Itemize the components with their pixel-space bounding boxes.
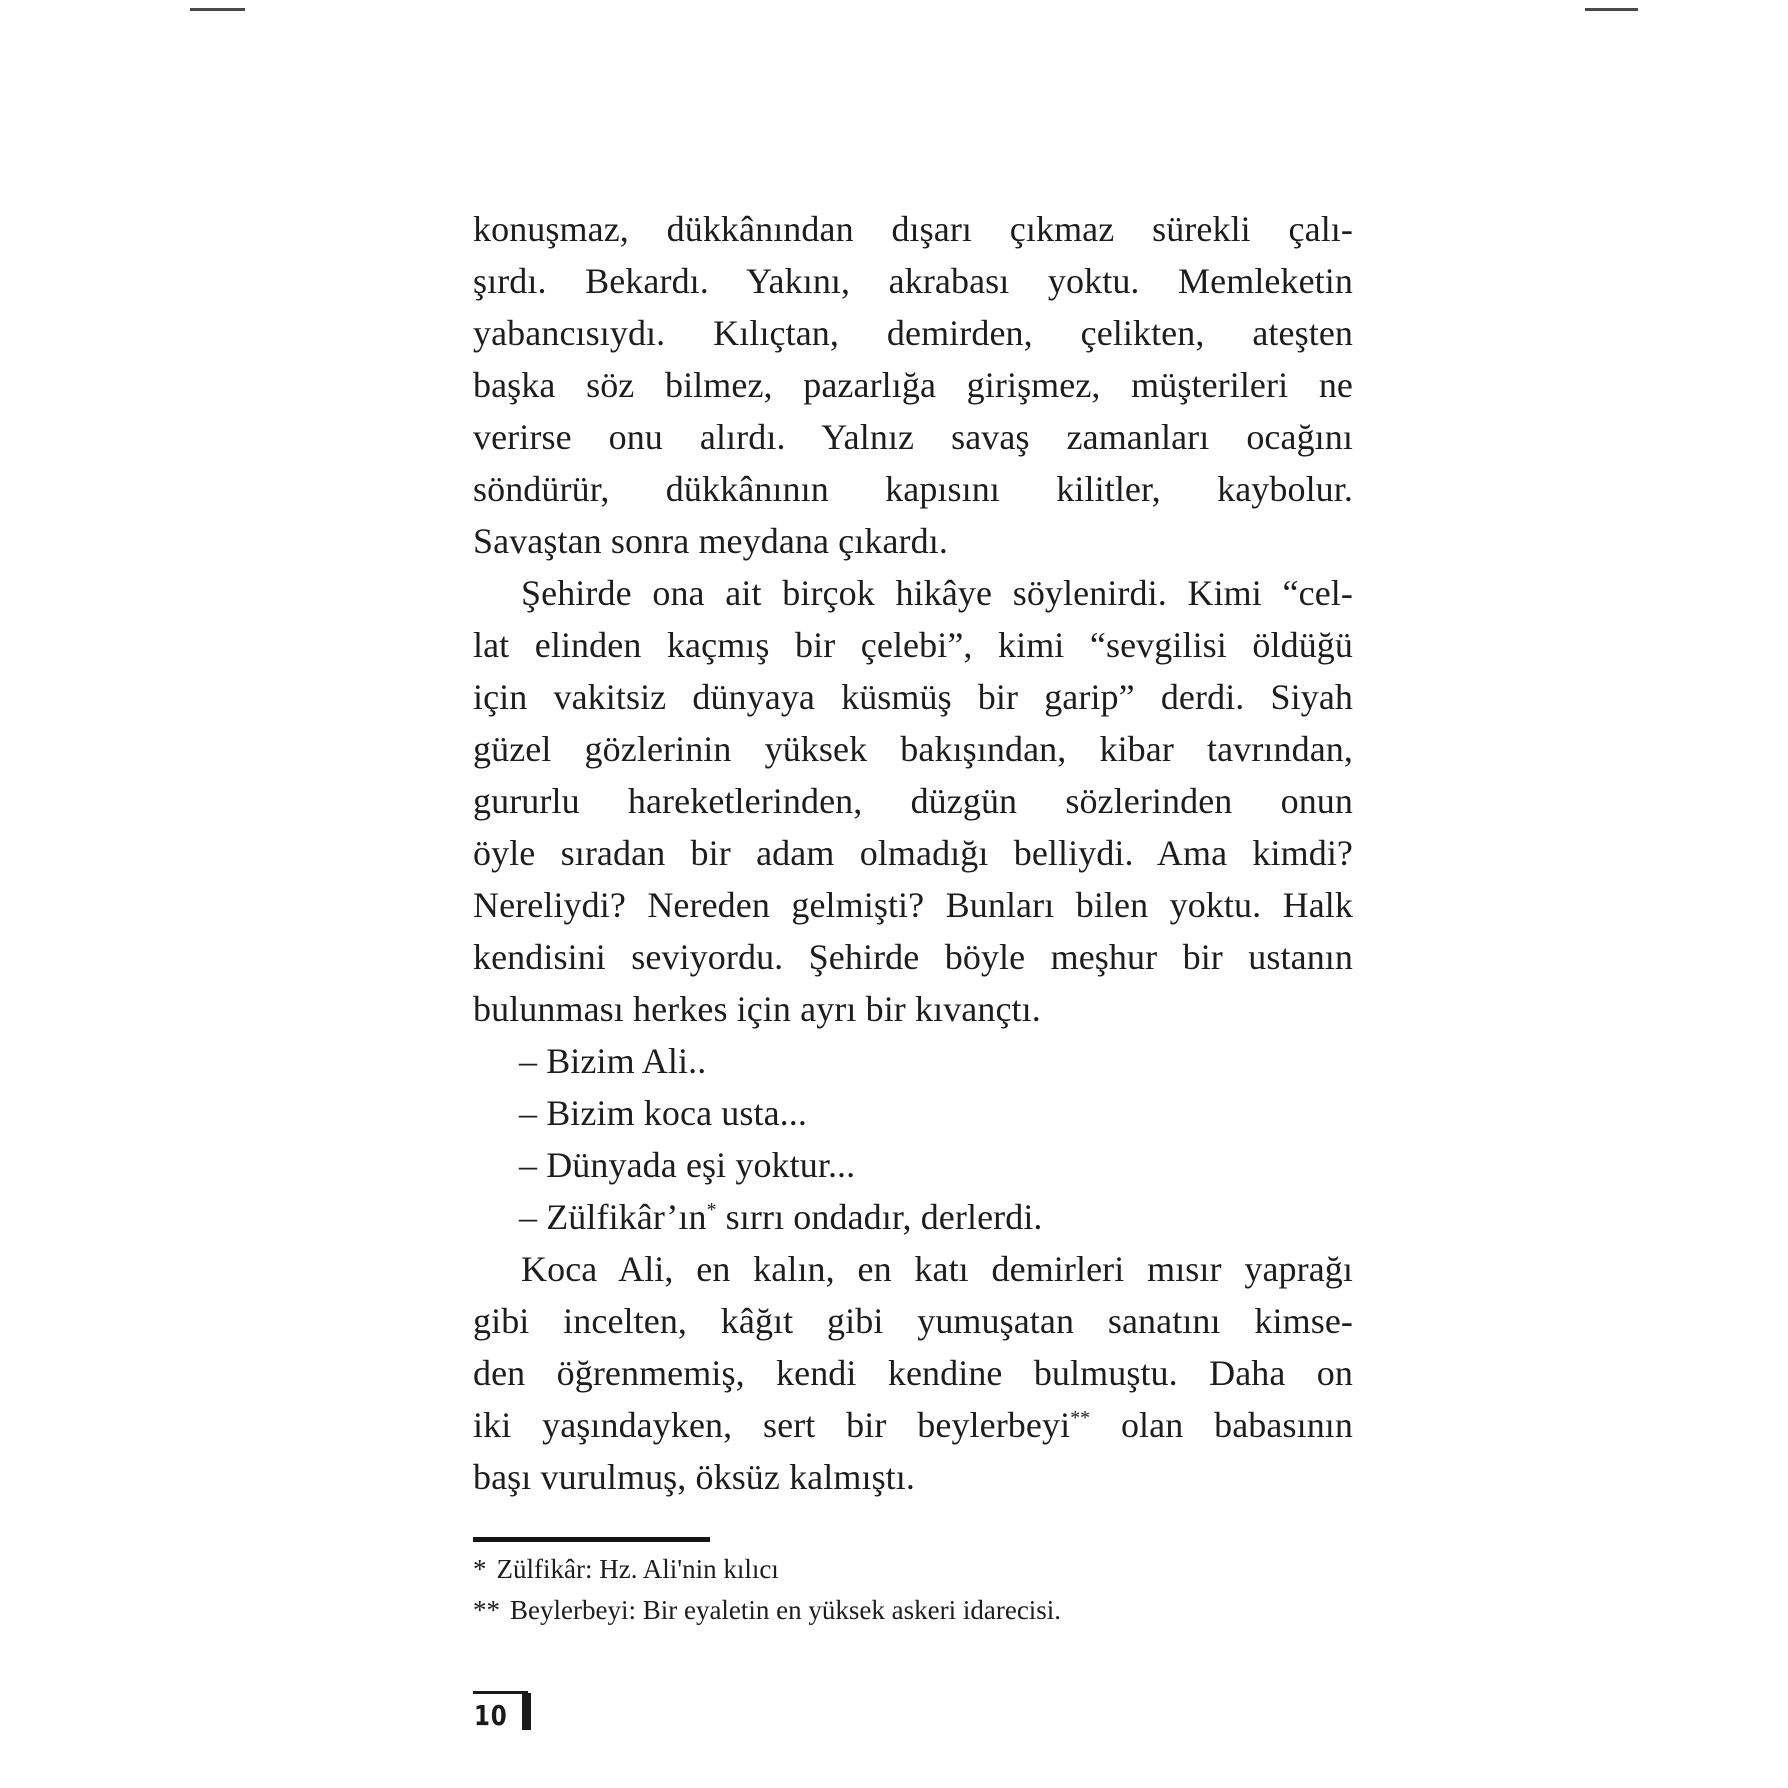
text-line: kendisini seviyordu. Şehirde böyle meşhur bir ustanın xyxy=(473,937,1353,977)
footnote-marker: ** xyxy=(473,1595,500,1625)
footnote-reference-marker: * xyxy=(706,1199,717,1221)
footnote-separator-rule xyxy=(473,1537,710,1542)
text-line: güzel gözlerinin yüksek bakışından, kibar tavrından, xyxy=(473,729,1353,769)
text-segment: olan babasının xyxy=(1090,1405,1353,1445)
text-line: verirse onu alırdı. Yalnız savaş zamanları ocağını xyxy=(473,417,1353,457)
text-line: için vakitsiz dünyaya küsmüş bir garip” derdi. Siyah xyxy=(473,677,1353,717)
text-line: gururlu hareketlerinden, düzgün sözlerinden onun xyxy=(473,781,1353,821)
text-line: Şehirde ona ait birçok hikâye söylenirdi. Kimi “cel- xyxy=(521,573,1353,613)
text-line: başı vurulmuş, öksüz kalmıştı. xyxy=(473,1457,915,1497)
text-line xyxy=(473,1399,1353,1451)
footnote-text: Zülfikâr: Hz. Ali'nin kılıcı xyxy=(496,1554,779,1584)
body-paragraph xyxy=(473,567,1353,1035)
footnote-marker: * xyxy=(473,1554,487,1584)
page-number: 10 xyxy=(474,1699,508,1732)
dialogue-paragraph xyxy=(473,1139,1353,1191)
body-paragraph xyxy=(473,1243,1353,1503)
text-line: lat elinden kaçmış bir çelebi”, kimi “sevgilisi öldüğü xyxy=(473,625,1353,665)
text-line: – Bizim koca usta... xyxy=(519,1093,807,1133)
body-paragraph xyxy=(473,203,1353,567)
text-line: Nereliydi? Nereden gelmişti? Bunları bilen yoktu. Halk xyxy=(473,885,1353,925)
text-line: konuşmaz, dükkânından dışarı çıkmaz sürekli çalı- xyxy=(473,209,1353,249)
dialogue-paragraph xyxy=(473,1035,1353,1087)
text-line: öyle sıradan bir adam olmadığı belliydi. Ama kimdi? xyxy=(473,833,1353,873)
footnote-text: Beylerbeyi: Bir eyaletin en yüksek askeri idarecisi. xyxy=(510,1595,1062,1625)
text-line: yabancısıydı. Kılıçtan, demirden, çelikten, ateşten xyxy=(473,313,1353,353)
text-line: başka söz bilmez, pazarlığa girişmez, müşterileri ne xyxy=(473,365,1353,405)
footnote-reference-marker: ** xyxy=(1070,1407,1091,1429)
text-line: şırdı. Bekardı. Yakını, akrabası yoktu. Memleketin xyxy=(473,261,1353,301)
text-line: den öğrenmemiş, kendi kendine bulmuştu. Daha on xyxy=(473,1353,1353,1393)
text-line: söndürür, dükkânının kapısını kilitler, kaybolur. xyxy=(473,469,1353,509)
page-number-ornament-line xyxy=(473,1691,528,1694)
dialogue-paragraph xyxy=(473,1191,1353,1243)
text-line: gibi incelten, kâğıt gibi yumuşatan sanatını kimse- xyxy=(473,1301,1353,1341)
text-block xyxy=(473,203,1353,1503)
page-number-ornament-bar xyxy=(522,1693,531,1730)
dialogue-paragraph xyxy=(473,1087,1353,1139)
top-left-printers-mark xyxy=(190,8,245,11)
text-line: – Dünyada eşi yoktur... xyxy=(519,1145,856,1185)
text-line: Savaştan sonra meydana çıkardı. xyxy=(473,521,948,561)
footnote xyxy=(473,1590,1353,1631)
text-segment: iki yaşındayken, sert bir beylerbeyi xyxy=(473,1405,1071,1445)
text-segment: – Zülfikâr’ın xyxy=(519,1197,707,1237)
text-line: Koca Ali, en kalın, en katı demirleri mısır yaprağı xyxy=(521,1249,1353,1289)
text-line: bulunması herkes için ayrı bir kıvançtı. xyxy=(473,989,1041,1029)
footnotes xyxy=(473,1549,1353,1631)
footnote xyxy=(473,1549,1353,1590)
top-right-printers-mark xyxy=(1585,8,1638,11)
text-line xyxy=(473,1191,1353,1243)
text-line: – Bizim Ali.. xyxy=(519,1041,707,1081)
text-segment: sırrı ondadır, derlerdi. xyxy=(716,1197,1043,1237)
page-number-block xyxy=(473,1688,593,1738)
